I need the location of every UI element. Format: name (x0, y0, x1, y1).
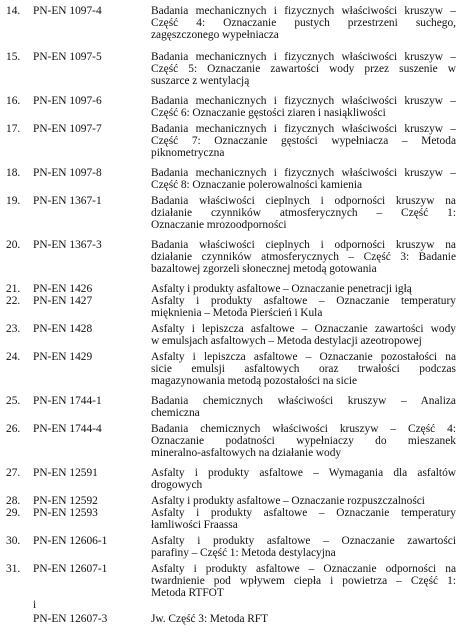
standard-title (151, 324, 456, 348)
entry-number: 30. (6, 535, 21, 547)
standard-code: PN-EN 12592 (33, 495, 98, 507)
title-line: w emulsjach asfaltowych – Metoda destylacji azeotropowej (151, 334, 422, 347)
entry-number: 23. (6, 323, 21, 335)
title-line: Badania chemicznych właściwości kruszyw – Część 4: (151, 423, 456, 435)
standard-code: PN-EN 1097-4 (33, 5, 102, 17)
title-line: twardnienie pod wpływem ciepła i powietrza – Część 1: (151, 574, 456, 587)
title-line: chemiczna (151, 406, 200, 419)
title-line: Badania chemicznych właściwości kruszyw – Analiza (151, 395, 456, 407)
title-line: Badania właściwości cieplnych i odporności kruszyw na (151, 195, 456, 207)
standard-title (151, 96, 456, 120)
standard-title (151, 6, 456, 42)
title-line: działanie czynników atmosferycznych – Część 1: (151, 206, 456, 219)
standard-code: PN-EN 1097-8 (33, 167, 102, 179)
entry-number: 19. (6, 195, 21, 207)
entry-number: 17. (6, 123, 21, 135)
standard-title (151, 240, 456, 276)
standard-code: PN-EN 1426 (33, 283, 93, 295)
title-line: Metoda RTFOT (151, 586, 224, 599)
title-line: Asfalty i produkty asfaltowe – Oznaczanie temperatury (151, 295, 456, 307)
title-line: Oznaczanie podatności wypełniaczy do mieszanek (151, 434, 456, 447)
standard-code: PN-EN 1097-7 (33, 123, 102, 135)
standard-title (151, 296, 456, 320)
title-line: Asfalty i produkty asfaltowe – Oznaczanie odporności na (151, 563, 456, 575)
title-line: zagęszczonego wypełniacza (151, 28, 279, 41)
title-line: Asfalty i produkty asfaltowe – Oznaczanie rozpuszczalności (151, 495, 425, 507)
entry-number: 29. (6, 507, 21, 519)
title-line: Część 5: Oznaczanie zawartości wody przez suszenie w (151, 62, 456, 75)
list-marker: i (33, 599, 37, 611)
standard-code: PN-EN 1744-4 (33, 423, 102, 435)
title-line: Badania mechanicznych i fizycznych właściwości kruszyw – (151, 51, 456, 63)
standard-code: PN-EN 1429 (33, 351, 93, 363)
title-line: Część 4: Oznaczanie pustych przestrzeni suchego, (151, 16, 456, 29)
standard-title (151, 396, 456, 420)
entry-number: 21. (6, 283, 21, 295)
title-line: piknometryczna (151, 146, 225, 159)
standard-title (151, 196, 456, 232)
standard-code: PN-EN 12607-1 (33, 563, 108, 575)
title-line: Jw. Część 3: Metoda RFT (151, 613, 269, 625)
standard-code: PN-EN 12607-3 (33, 613, 108, 625)
standard-code: PN-EN 1428 (33, 323, 93, 335)
title-line: Część 6: Oznaczanie gęstości ziaren i nasiąkliwości (151, 106, 386, 119)
standard-title (151, 168, 456, 192)
title-line: Asfalty i lepiszcza asfaltowe – Oznaczanie pozostałości na (151, 351, 456, 363)
entry-number: 22. (6, 295, 21, 307)
entry-number: 27. (6, 467, 21, 479)
standard-title (151, 564, 456, 600)
standard-code: PN-EN 1744-1 (33, 395, 102, 407)
standard-code: PN-EN 1427 (33, 295, 93, 307)
title-line: suszarce z wentylacją (151, 74, 250, 87)
standard-title (151, 424, 456, 460)
title-line: Asfalty i produkty asfaltowe – Oznaczanie penetracji igłą (151, 283, 412, 295)
entry-number: 15. (6, 51, 21, 63)
standard-code: PN-EN 12591 (33, 467, 98, 479)
entry-number: 16. (6, 95, 21, 107)
standard-code: PN-EN 1097-5 (33, 51, 102, 63)
title-line: sicie emulsji asfaltowych oraz trwałości podczas (151, 362, 456, 375)
title-line: Badania mechanicznych i fizycznych właściwości kruszyw – (151, 123, 456, 135)
standard-code: PN-EN 1367-3 (33, 239, 102, 251)
standard-title (151, 614, 456, 626)
entry-number: 31. (6, 563, 21, 575)
title-line: drogowych (151, 478, 203, 491)
entry-number: 28. (6, 495, 21, 507)
title-line: parafiny – Część 1: Metoda destylacyjna (151, 546, 336, 559)
entry-number: 26. (6, 423, 21, 435)
title-line: Asfalty i produkty asfaltowe – Oznaczanie zawartości (151, 535, 456, 547)
standard-code: PN-EN 1097-6 (33, 95, 102, 107)
entry-number: 20. (6, 239, 21, 251)
title-line: Część 7: Oznaczanie gęstości wypełniacza – Metoda (151, 134, 456, 147)
title-line: Asfalty i produkty asfaltowe – Oznaczanie temperatury (151, 507, 456, 519)
title-line: działanie czynników atmosferycznych – Część 3: Badanie (151, 250, 456, 263)
title-line: bazaltowej zgorzeli słonecznej metodą gotowania (151, 262, 377, 275)
standard-title (151, 52, 456, 88)
standard-code: PN-EN 12606-1 (33, 535, 108, 547)
entry-number: 25. (6, 395, 21, 407)
entry-number: 14. (6, 5, 21, 17)
standard-title (151, 508, 456, 532)
standard-title (151, 536, 456, 560)
title-line: Badania mechanicznych i fizycznych właściwości kruszyw – (151, 5, 456, 17)
title-line: mięknienia – Metoda Pierścień i Kula (151, 306, 323, 319)
entry-number: 18. (6, 167, 21, 179)
standard-title (151, 124, 456, 160)
title-line: Asfalty i lepiszcza asfaltowe – Oznaczanie zawartości wody (151, 323, 456, 335)
standard-code: PN-EN 12593 (33, 507, 98, 519)
standard-code: PN-EN 1367-1 (33, 195, 102, 207)
standard-title (151, 468, 456, 492)
title-line: Badania mechanicznych i fizycznych właściwości kruszyw – (151, 95, 456, 107)
title-line: mineralno-asfaltowych na działanie wody (151, 446, 342, 459)
standard-title (151, 352, 456, 388)
title-line: Część 8: Oznaczanie polerowalności kamienia (151, 178, 363, 191)
title-line: Badania właściwości cieplnych i odporności kruszyw na (151, 239, 456, 251)
title-line: magazynowania metodą pozostałości na sicie (151, 374, 358, 387)
title-line: łamliwości Fraassa (151, 518, 238, 531)
title-line: Badania mechanicznych i fizycznych właściwości kruszyw – (151, 167, 456, 179)
entry-number: 24. (6, 351, 21, 363)
title-line: Oznaczanie mrozoodporności (151, 218, 287, 231)
title-line: Asfalty i produkty asfaltowe – Wymagania dla asfaltów (151, 467, 456, 479)
